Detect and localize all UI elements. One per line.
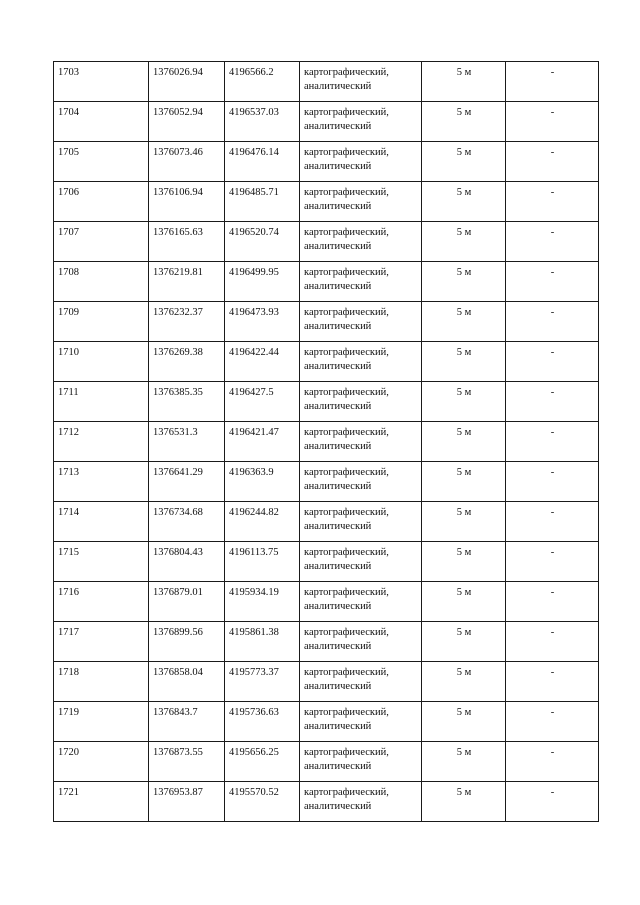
x-coordinate-cell: 1376531.3 [149, 422, 225, 462]
accuracy-cell: 5 м [422, 342, 506, 382]
point-number-cell: 1712 [54, 422, 149, 462]
point-number-cell: 1716 [54, 582, 149, 622]
y-coordinate-cell: 4196113.75 [225, 542, 300, 582]
point-number-cell: 1704 [54, 102, 149, 142]
table-row [54, 542, 599, 582]
y-coordinate-cell: 4195934.19 [225, 582, 300, 622]
x-coordinate-cell: 1376026.94 [149, 62, 225, 102]
y-coordinate-cell: 4196363.9 [225, 462, 300, 502]
table-row [54, 382, 599, 422]
coordinates-table [53, 61, 599, 822]
accuracy-cell: 5 м [422, 262, 506, 302]
y-coordinate-cell: 4195656.25 [225, 742, 300, 782]
method-cell: картографический, аналитический [300, 102, 422, 142]
table-row [54, 222, 599, 262]
x-coordinate-cell: 1376953.87 [149, 782, 225, 822]
note-cell: - [506, 462, 599, 502]
method-cell: картографический, аналитический [300, 262, 422, 302]
x-coordinate-cell: 1376073.46 [149, 142, 225, 182]
accuracy-cell: 5 м [422, 582, 506, 622]
note-cell: - [506, 702, 599, 742]
method-cell: картографический, аналитический [300, 782, 422, 822]
x-coordinate-cell: 1376269.38 [149, 342, 225, 382]
table-row [54, 422, 599, 462]
note-cell: - [506, 622, 599, 662]
point-number-cell: 1715 [54, 542, 149, 582]
accuracy-cell: 5 м [422, 502, 506, 542]
y-coordinate-cell: 4195861.38 [225, 622, 300, 662]
y-coordinate-cell: 4196499.95 [225, 262, 300, 302]
accuracy-cell: 5 м [422, 102, 506, 142]
x-coordinate-cell: 1376232.37 [149, 302, 225, 342]
table-row [54, 302, 599, 342]
point-number-cell: 1718 [54, 662, 149, 702]
note-cell: - [506, 302, 599, 342]
x-coordinate-cell: 1376165.63 [149, 222, 225, 262]
y-coordinate-cell: 4196421.47 [225, 422, 300, 462]
point-number-cell: 1707 [54, 222, 149, 262]
method-cell: картографический, аналитический [300, 182, 422, 222]
note-cell: - [506, 742, 599, 782]
method-cell: картографический, аналитический [300, 502, 422, 542]
table-row [54, 342, 599, 382]
y-coordinate-cell: 4196520.74 [225, 222, 300, 262]
y-coordinate-cell: 4195773.37 [225, 662, 300, 702]
accuracy-cell: 5 м [422, 662, 506, 702]
method-cell: картографический, аналитический [300, 702, 422, 742]
table-row [54, 622, 599, 662]
method-cell: картографический, аналитический [300, 302, 422, 342]
table-row [54, 102, 599, 142]
x-coordinate-cell: 1376858.04 [149, 662, 225, 702]
table-row [54, 582, 599, 622]
x-coordinate-cell: 1376106.94 [149, 182, 225, 222]
point-number-cell: 1705 [54, 142, 149, 182]
table-row [54, 662, 599, 702]
accuracy-cell: 5 м [422, 222, 506, 262]
point-number-cell: 1721 [54, 782, 149, 822]
accuracy-cell: 5 м [422, 422, 506, 462]
method-cell: картографический, аналитический [300, 582, 422, 622]
x-coordinate-cell: 1376804.43 [149, 542, 225, 582]
y-coordinate-cell: 4196422.44 [225, 342, 300, 382]
x-coordinate-cell: 1376899.56 [149, 622, 225, 662]
y-coordinate-cell: 4196473.93 [225, 302, 300, 342]
table-row [54, 262, 599, 302]
y-coordinate-cell: 4196485.71 [225, 182, 300, 222]
method-cell: картографический, аналитический [300, 742, 422, 782]
note-cell: - [506, 382, 599, 422]
note-cell: - [506, 182, 599, 222]
method-cell: картографический, аналитический [300, 142, 422, 182]
table-row [54, 502, 599, 542]
note-cell: - [506, 542, 599, 582]
method-cell: картографический, аналитический [300, 222, 422, 262]
note-cell: - [506, 222, 599, 262]
note-cell: - [506, 102, 599, 142]
method-cell: картографический, аналитический [300, 382, 422, 422]
y-coordinate-cell: 4196244.82 [225, 502, 300, 542]
point-number-cell: 1714 [54, 502, 149, 542]
point-number-cell: 1706 [54, 182, 149, 222]
note-cell: - [506, 342, 599, 382]
x-coordinate-cell: 1376052.94 [149, 102, 225, 142]
coordinates-table-body [54, 62, 599, 822]
point-number-cell: 1719 [54, 702, 149, 742]
x-coordinate-cell: 1376385.35 [149, 382, 225, 422]
accuracy-cell: 5 м [422, 62, 506, 102]
x-coordinate-cell: 1376219.81 [149, 262, 225, 302]
method-cell: картографический, аналитический [300, 462, 422, 502]
point-number-cell: 1717 [54, 622, 149, 662]
y-coordinate-cell: 4196566.2 [225, 62, 300, 102]
accuracy-cell: 5 м [422, 382, 506, 422]
accuracy-cell: 5 м [422, 742, 506, 782]
note-cell: - [506, 662, 599, 702]
table-row [54, 62, 599, 102]
point-number-cell: 1720 [54, 742, 149, 782]
x-coordinate-cell: 1376873.55 [149, 742, 225, 782]
table-row [54, 182, 599, 222]
note-cell: - [506, 262, 599, 302]
accuracy-cell: 5 м [422, 462, 506, 502]
method-cell: картографический, аналитический [300, 342, 422, 382]
method-cell: картографический, аналитический [300, 62, 422, 102]
table-row [54, 142, 599, 182]
point-number-cell: 1713 [54, 462, 149, 502]
y-coordinate-cell: 4196537.03 [225, 102, 300, 142]
note-cell: - [506, 582, 599, 622]
accuracy-cell: 5 м [422, 542, 506, 582]
accuracy-cell: 5 м [422, 622, 506, 662]
method-cell: картографический, аналитический [300, 422, 422, 462]
note-cell: - [506, 502, 599, 542]
point-number-cell: 1711 [54, 382, 149, 422]
x-coordinate-cell: 1376734.68 [149, 502, 225, 542]
accuracy-cell: 5 м [422, 182, 506, 222]
x-coordinate-cell: 1376843.7 [149, 702, 225, 742]
method-cell: картографический, аналитический [300, 542, 422, 582]
note-cell: - [506, 422, 599, 462]
accuracy-cell: 5 м [422, 142, 506, 182]
note-cell: - [506, 782, 599, 822]
point-number-cell: 1709 [54, 302, 149, 342]
table-row [54, 742, 599, 782]
accuracy-cell: 5 м [422, 302, 506, 342]
point-number-cell: 1708 [54, 262, 149, 302]
accuracy-cell: 5 м [422, 702, 506, 742]
point-number-cell: 1710 [54, 342, 149, 382]
table-row [54, 782, 599, 822]
y-coordinate-cell: 4195570.52 [225, 782, 300, 822]
note-cell: - [506, 62, 599, 102]
y-coordinate-cell: 4195736.63 [225, 702, 300, 742]
method-cell: картографический, аналитический [300, 662, 422, 702]
table-row [54, 462, 599, 502]
y-coordinate-cell: 4196476.14 [225, 142, 300, 182]
x-coordinate-cell: 1376641.29 [149, 462, 225, 502]
method-cell: картографический, аналитический [300, 622, 422, 662]
x-coordinate-cell: 1376879.01 [149, 582, 225, 622]
accuracy-cell: 5 м [422, 782, 506, 822]
point-number-cell: 1703 [54, 62, 149, 102]
table-row [54, 702, 599, 742]
note-cell: - [506, 142, 599, 182]
y-coordinate-cell: 4196427.5 [225, 382, 300, 422]
